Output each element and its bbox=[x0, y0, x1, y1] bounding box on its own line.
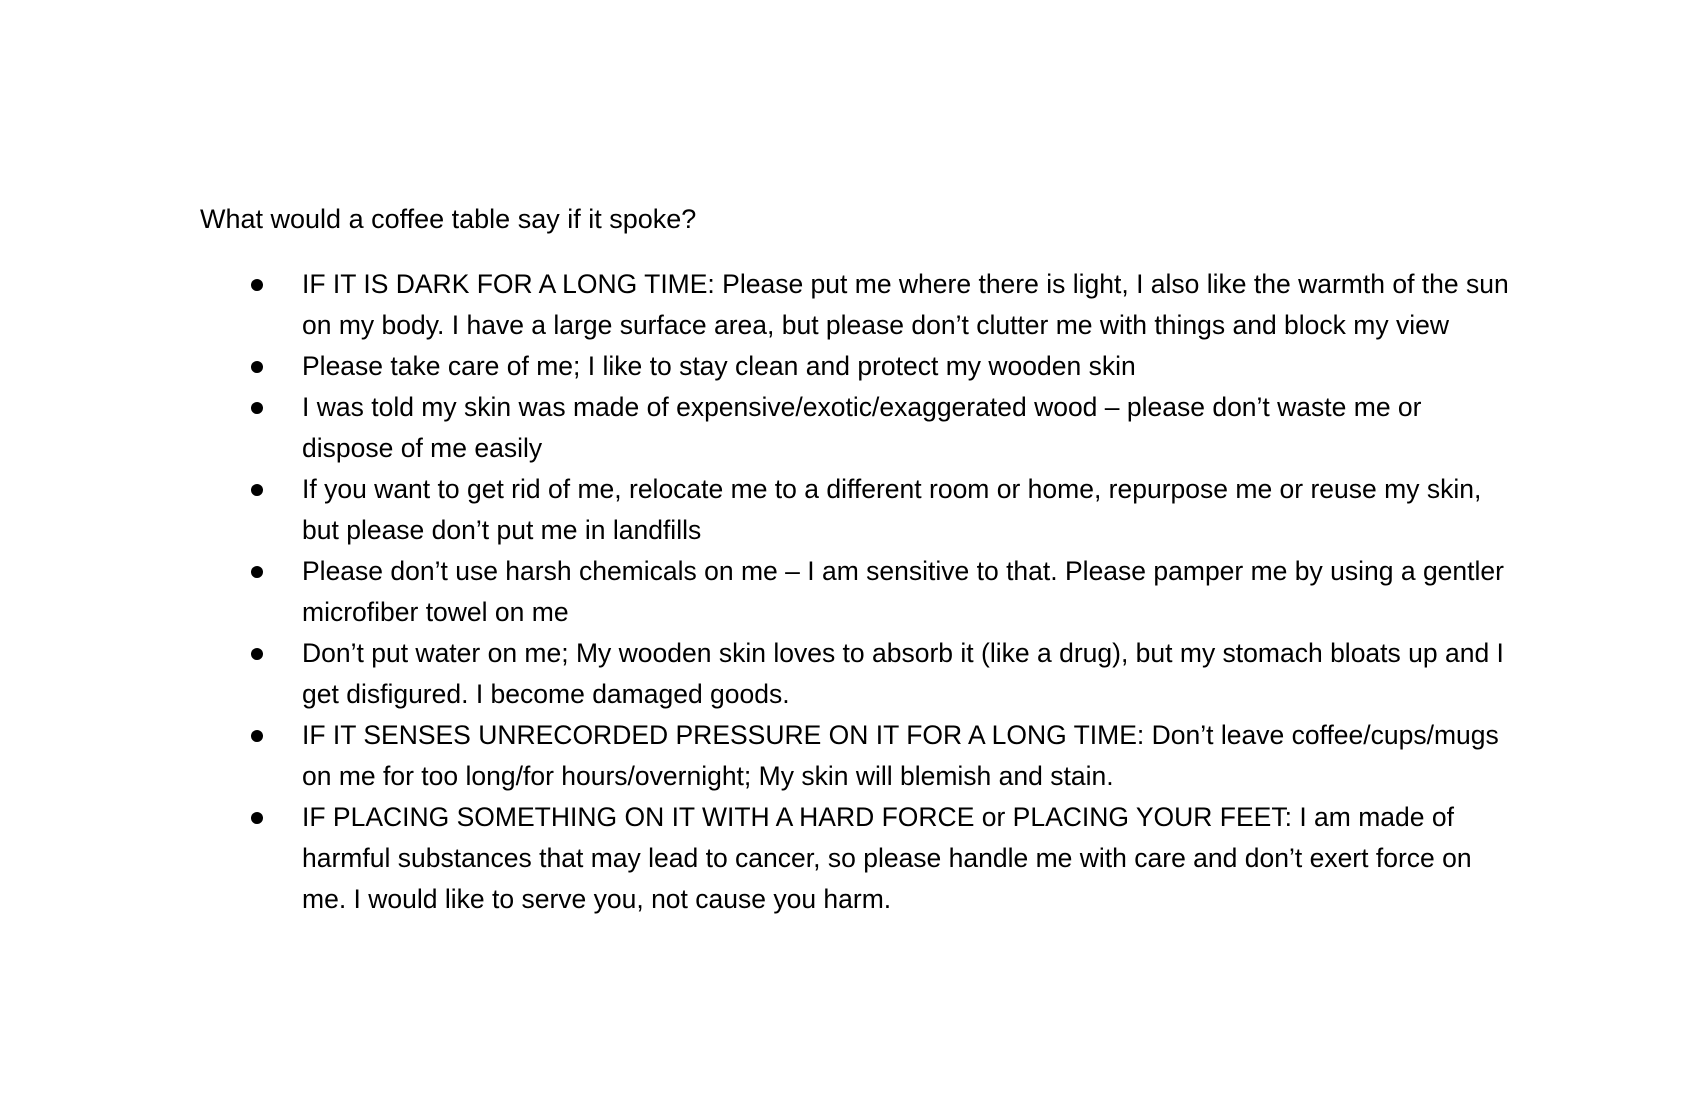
bullet-text: If you want to get rid of me, relocate me to a different room or home, repurpose me or reuse my skin, but please don’t put me in landfills bbox=[302, 474, 1482, 545]
bullet-text: I was told my skin was made of expensive/exotic/exaggerated wood – please don’t waste me or dispose of me easily bbox=[302, 392, 1422, 463]
bullet-icon bbox=[251, 402, 263, 414]
bullet-item bbox=[0, 551, 1514, 633]
bullet-text: Please take care of me; I like to stay clean and protect my wooden skin bbox=[302, 351, 1136, 381]
bullet-item bbox=[0, 469, 1514, 551]
bullet-item bbox=[0, 797, 1514, 920]
bullet-text: IF IT SENSES UNRECORDED PRESSURE ON IT FOR A LONG TIME: Don’t leave coffee/cups/mugs on me for too long/for hours/overnight; My skin will blemish and stain. bbox=[302, 720, 1499, 791]
bullet-icon bbox=[251, 812, 263, 824]
bullet-icon bbox=[251, 361, 263, 373]
bullet-list bbox=[0, 264, 1514, 920]
bullet-icon bbox=[251, 484, 263, 496]
bullet-text: Don’t put water on me; My wooden skin loves to absorb it (like a drug), but my stomach bloats up and I get disfigured. I become damaged goods. bbox=[302, 638, 1504, 709]
bullet-item bbox=[0, 715, 1514, 797]
bullet-item bbox=[0, 264, 1514, 346]
bullet-text: IF PLACING SOMETHING ON IT WITH A HARD FORCE or PLACING YOUR FEET: I am made of harmful substances that may lead to cancer, so please handle me with care and don’t exert force on me. I would like to serve you, not cause you harm. bbox=[302, 802, 1472, 914]
bullet-item bbox=[0, 387, 1514, 469]
bullet-icon bbox=[251, 566, 263, 578]
bullet-item bbox=[0, 346, 1514, 387]
bullet-icon bbox=[251, 730, 263, 742]
bullet-icon bbox=[251, 648, 263, 660]
bullet-item bbox=[0, 633, 1514, 715]
bullet-icon bbox=[251, 279, 263, 291]
question-heading: What would a coffee table say if it spoke? bbox=[200, 204, 697, 234]
bullet-text: Please don’t use harsh chemicals on me – I am sensitive to that. Please pamper me by using a gentler microfiber towel on me bbox=[302, 556, 1504, 627]
bullet-text: IF IT IS DARK FOR A LONG TIME: Please put me where there is light, I also like the warmth of the sun on my body. I have a large surface area, but please don’t clutter me with things and block my view bbox=[302, 269, 1509, 340]
